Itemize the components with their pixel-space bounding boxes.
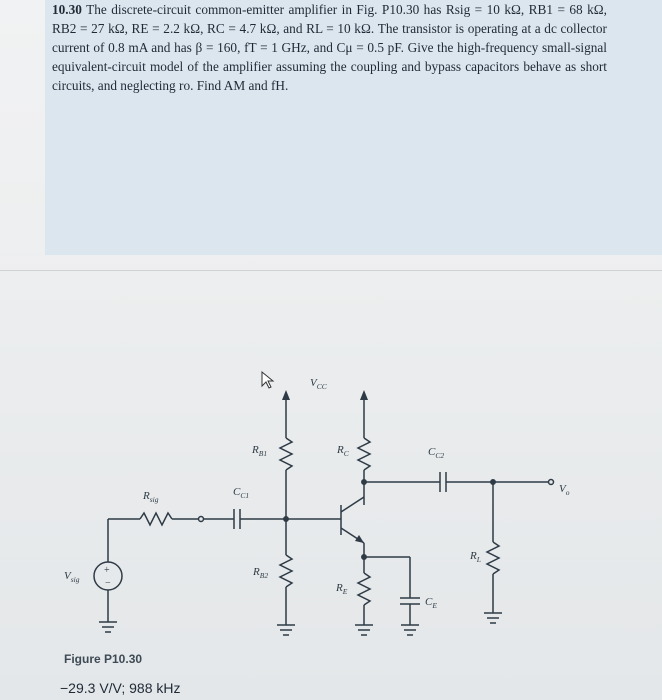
figure-caption: Figure P10.30 [64, 652, 143, 666]
ground-rl [484, 613, 502, 623]
ground-re [355, 625, 373, 635]
problem-number: 10.30 [52, 2, 82, 17]
ce-label: $C_E$ [425, 596, 437, 610]
base-junction [284, 517, 288, 521]
emitter-junction [362, 555, 366, 559]
rb2-resistor [280, 555, 292, 587]
cc1-label: $C_{C1}$ [233, 486, 250, 500]
problem-body: The discrete-circuit common-emitter amplifier in Fig. P10.30 has Rsig = 10 kΩ, RB1 = 68 kΩ, RB2 = 27 kΩ, RE = 2.2 kΩ, RC = 4.7 kΩ, and RL = 10 kΩ. The transistor is operating at a dc collector current of 0.8 mA and has β = 160, fT = 1 GHz, and Cμ = 0.5 pF. Give the high-frequency small-signal equivalent-circuit model of the amplifier assuming the coupling and bypass capacitors behave as short circuits, and neglecting ro. Find AM and fH. [52, 2, 607, 93]
answer-text: −29.3 V/V; 988 kHz [60, 680, 181, 696]
rsig-label: $R_{sig}$ [143, 490, 159, 504]
rl-resistor [487, 542, 499, 574]
vcc-label: $V_{CC}$ [310, 377, 327, 391]
vo-label: $V_o$ [559, 483, 570, 497]
transistor-collector-leg [341, 497, 364, 512]
vsig-minus-sign: − [105, 578, 111, 589]
rsig-resistor [140, 513, 172, 525]
ground-rb2 [277, 625, 295, 635]
rl-label: $R_L$ [470, 550, 481, 564]
mouse-cursor-icon [262, 372, 273, 388]
rc-label: $R_C$ [337, 444, 349, 458]
input-node [199, 517, 204, 522]
rc-resistor [358, 438, 370, 470]
collector-junction [362, 480, 366, 484]
vo-terminal [549, 480, 554, 485]
cc2-label: $C_{C2}$ [428, 446, 445, 460]
emitter-arrow [355, 535, 364, 543]
rb1-label: $R_{B1}$ [252, 444, 268, 458]
vsig-label: $V_{sig}$ [64, 570, 80, 584]
re-resistor [358, 573, 370, 605]
re-label: $R_E$ [336, 582, 348, 596]
ground-vsig [99, 622, 117, 632]
vcc-arrow-right [360, 390, 368, 400]
vsig-plus-sign: + [104, 565, 110, 576]
ground-ce [401, 625, 419, 635]
output-junction [491, 480, 495, 484]
vcc-arrow-left [282, 390, 290, 400]
rb2-label: $R_{B2}$ [253, 566, 269, 580]
rb1-resistor [280, 438, 292, 470]
